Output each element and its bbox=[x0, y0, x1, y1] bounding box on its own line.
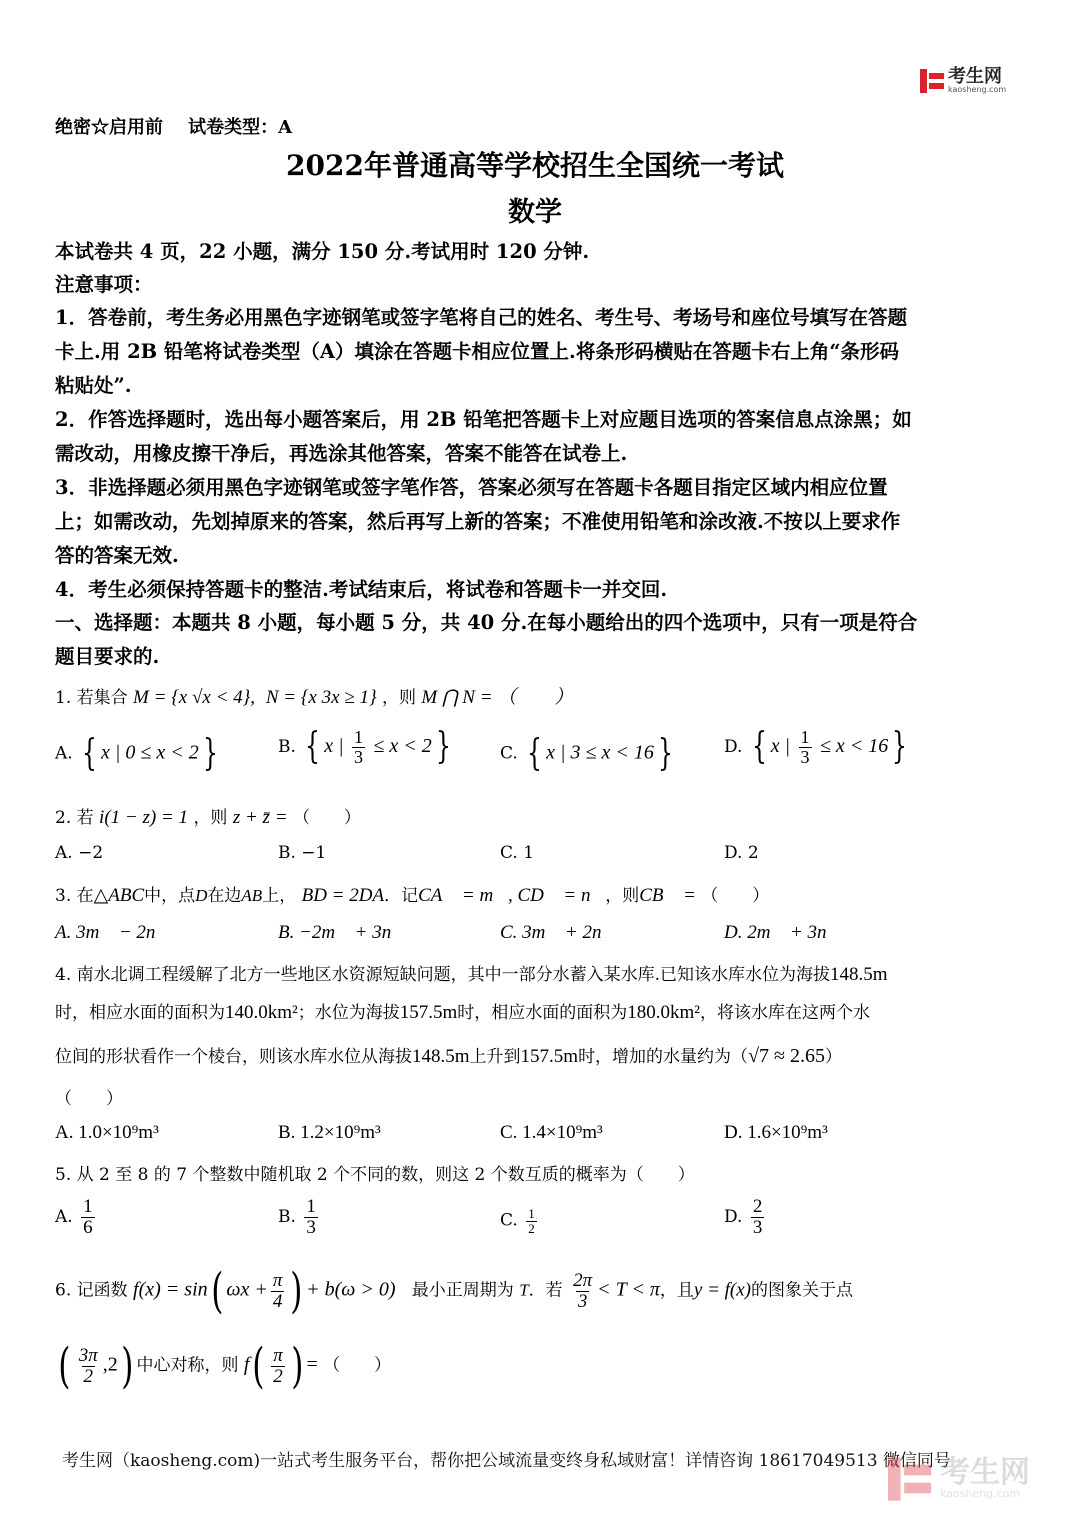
note-line: 2．作答选择题时，选出每小题答案后，用 2B 铅笔把答题卡上对应题目选项的答案信息点涂黑；如 bbox=[55, 408, 912, 431]
logo-text: 考生网 bbox=[948, 66, 1002, 87]
exam-summary: 本试卷共 4 页，22 小题，满分 150 分.考试用时 120 分钟. bbox=[55, 240, 590, 263]
q4-option-a[interactable]: A. 1.0×10⁹m³ bbox=[55, 1122, 159, 1143]
q2-option-a[interactable]: A. −2 bbox=[55, 843, 104, 863]
site-logo bbox=[920, 68, 1006, 94]
q2-option-c[interactable]: C. 1 bbox=[500, 843, 535, 863]
question-6-line1: 6. 记函数 f(x) = sin( ωx + $\frac{\pi}{4}$ ) + b(ω > 0) 最小正周期为 T．若 $\frac{2\pi}{3}$ < T < π，且y = f(x)的图象关于点 bbox=[55, 1263, 854, 1319]
note-line: 3．非选择题必须用黑色字迹钢笔或签字笔作答，答案必须写在答题卡各题目指定区域内相应位置 bbox=[55, 476, 888, 499]
q3-option-d[interactable]: D. 2m⃗ + 3n⃗ bbox=[724, 922, 842, 943]
question-6-line2: ( $\frac{3\pi}{2}$ ,2) 中心对称，则 f( $\frac{\pi}{2}$ ) = （ ） bbox=[58, 1338, 392, 1394]
q5-option-a[interactable]: A. $\frac{1}{6}$ bbox=[55, 1196, 93, 1238]
q4-option-d[interactable]: D. 1.6×10⁹m³ bbox=[724, 1122, 828, 1143]
question-4-line1: 4. 南水北调工程缓解了北方一些地区水资源短缺问题，其中一部分水蓄入某水库.已知该水库水位为海拔148.5m bbox=[55, 964, 888, 985]
confidential-line bbox=[55, 114, 292, 142]
q4-option-b[interactable]: B. 1.2×10⁹m³ bbox=[278, 1122, 381, 1143]
watermark-text: 考生网 bbox=[940, 1455, 1030, 1490]
q2-option-d[interactable]: D. 2 bbox=[724, 843, 759, 863]
note-line: 需改动，用橡皮擦干净后，再选涂其他答案，答案不能答在试卷上. bbox=[55, 442, 628, 465]
exam-subject: 数学 bbox=[508, 197, 562, 228]
question-1: 1. 若集合 M = {x √x < 4}, N = {x 3x ≥ 1} ，则 M ⋂ N = （ ） bbox=[55, 687, 574, 708]
note-line: 答的答案无效. bbox=[55, 544, 179, 567]
q3-option-a[interactable]: A. 3m⃗ − 2n⃗ bbox=[55, 922, 171, 943]
q1-option-d[interactable]: D. { x | $\frac{1}{3}$ ≤ x < 16 } bbox=[724, 726, 908, 768]
note-line: 卡上.用 2B 铅笔将试卷类型（A）填涂在答题卡相应位置上.将条形码横贴在答题卡右上角“条形码 bbox=[55, 340, 900, 363]
question-4-line2: 时，相应水面的面积为140.0km²；水位为海拔157.5m时，相应水面的面积为180.0km²，将该水库在这两个水 bbox=[55, 1002, 870, 1023]
notes-heading: 注意事项： bbox=[55, 273, 153, 296]
logo-icon bbox=[920, 69, 944, 93]
note-line: 4．考生必须保持答题卡的整洁.考试结束后，将试卷和答题卡一并交回. bbox=[55, 578, 668, 601]
footer-watermark bbox=[888, 1455, 1030, 1500]
q2-option-b[interactable]: B. −1 bbox=[278, 843, 327, 863]
q1-option-c[interactable]: C. { x | 3 ≤ x < 16 } bbox=[500, 733, 673, 774]
question-4-line3: 位间的形状看作一个棱台，则该水库水位从海拔148.5m上升到157.5m时，增加的水量约为（√7 ≈ 2.65） bbox=[55, 1045, 843, 1067]
q5-option-b[interactable]: B. $\frac{1}{3}$ bbox=[278, 1196, 316, 1238]
section-heading: 一、选择题：本题共 8 小题，每小题 5 分，共 40 分.在每小题给出的四个选项中，只有一项是符合 bbox=[55, 611, 918, 634]
question-5: 5. 从 2 至 8 的 7 个整数中随机取 2 个不同的数，则这 2 个数互质的概率为（ ） bbox=[55, 1165, 695, 1185]
section-heading-cont: 题目要求的. bbox=[55, 645, 160, 668]
paper-type: 试卷类型：A bbox=[188, 117, 293, 138]
q1-option-b[interactable]: B. { x | $\frac{1}{3}$ ≤ x < 2 } bbox=[278, 726, 451, 768]
q5-option-d[interactable]: D. $\frac{2}{3}$ bbox=[724, 1196, 763, 1238]
watermark-logo-icon bbox=[888, 1457, 931, 1500]
footer-text: 考生网（kaosheng.com)一站式考生服务平台，帮你把公域流量变终身私域财富！详情咨询 18617049513 微信同号 bbox=[62, 1451, 951, 1471]
q3-option-c[interactable]: C. 3m⃗ + 2n⃗ bbox=[500, 922, 617, 943]
watermark-subtext: kaosheng.com bbox=[940, 1487, 1021, 1500]
question-4-paren: （ ） bbox=[55, 1089, 123, 1109]
q5-option-c[interactable]: C. $\frac{1}{2}$ bbox=[500, 1206, 535, 1236]
question-3: 3. 在△ABC中，点D在边AB上， BD = 2DA．记CA⃗ = m⃗, CD⃗ = n⃗，则CB⃗ = （ ） bbox=[55, 885, 770, 906]
note-line: 1．答卷前，考生务必用黑色字迹钢笔或签字笔将自己的姓名、考生号、考场号和座位号填写在答题 bbox=[55, 306, 908, 329]
exam-title: 2022年普通高等学校招生全国统一考试 bbox=[286, 149, 784, 182]
note-line: 上；如需改动，先划掉原来的答案，然后再写上新的答案；不准使用铅笔和涂改液.不按以上要求作 bbox=[55, 510, 901, 533]
q1-option-a[interactable]: A. { x | 0 ≤ x < 2 } bbox=[55, 733, 218, 774]
logo-subtext: kaosheng.com bbox=[948, 85, 1007, 94]
q4-option-c[interactable]: C. 1.4×10⁹m³ bbox=[500, 1122, 603, 1143]
note-line: 粘贴处”. bbox=[55, 374, 132, 397]
q3-option-b[interactable]: B. −2m⃗ + 3n⃗ bbox=[278, 922, 407, 943]
question-2: 2. 若 i(1 − z) = 1 ，则 z + z̄ = （ ） bbox=[55, 807, 361, 828]
confidential-label: 绝密☆启用前 bbox=[55, 117, 163, 138]
